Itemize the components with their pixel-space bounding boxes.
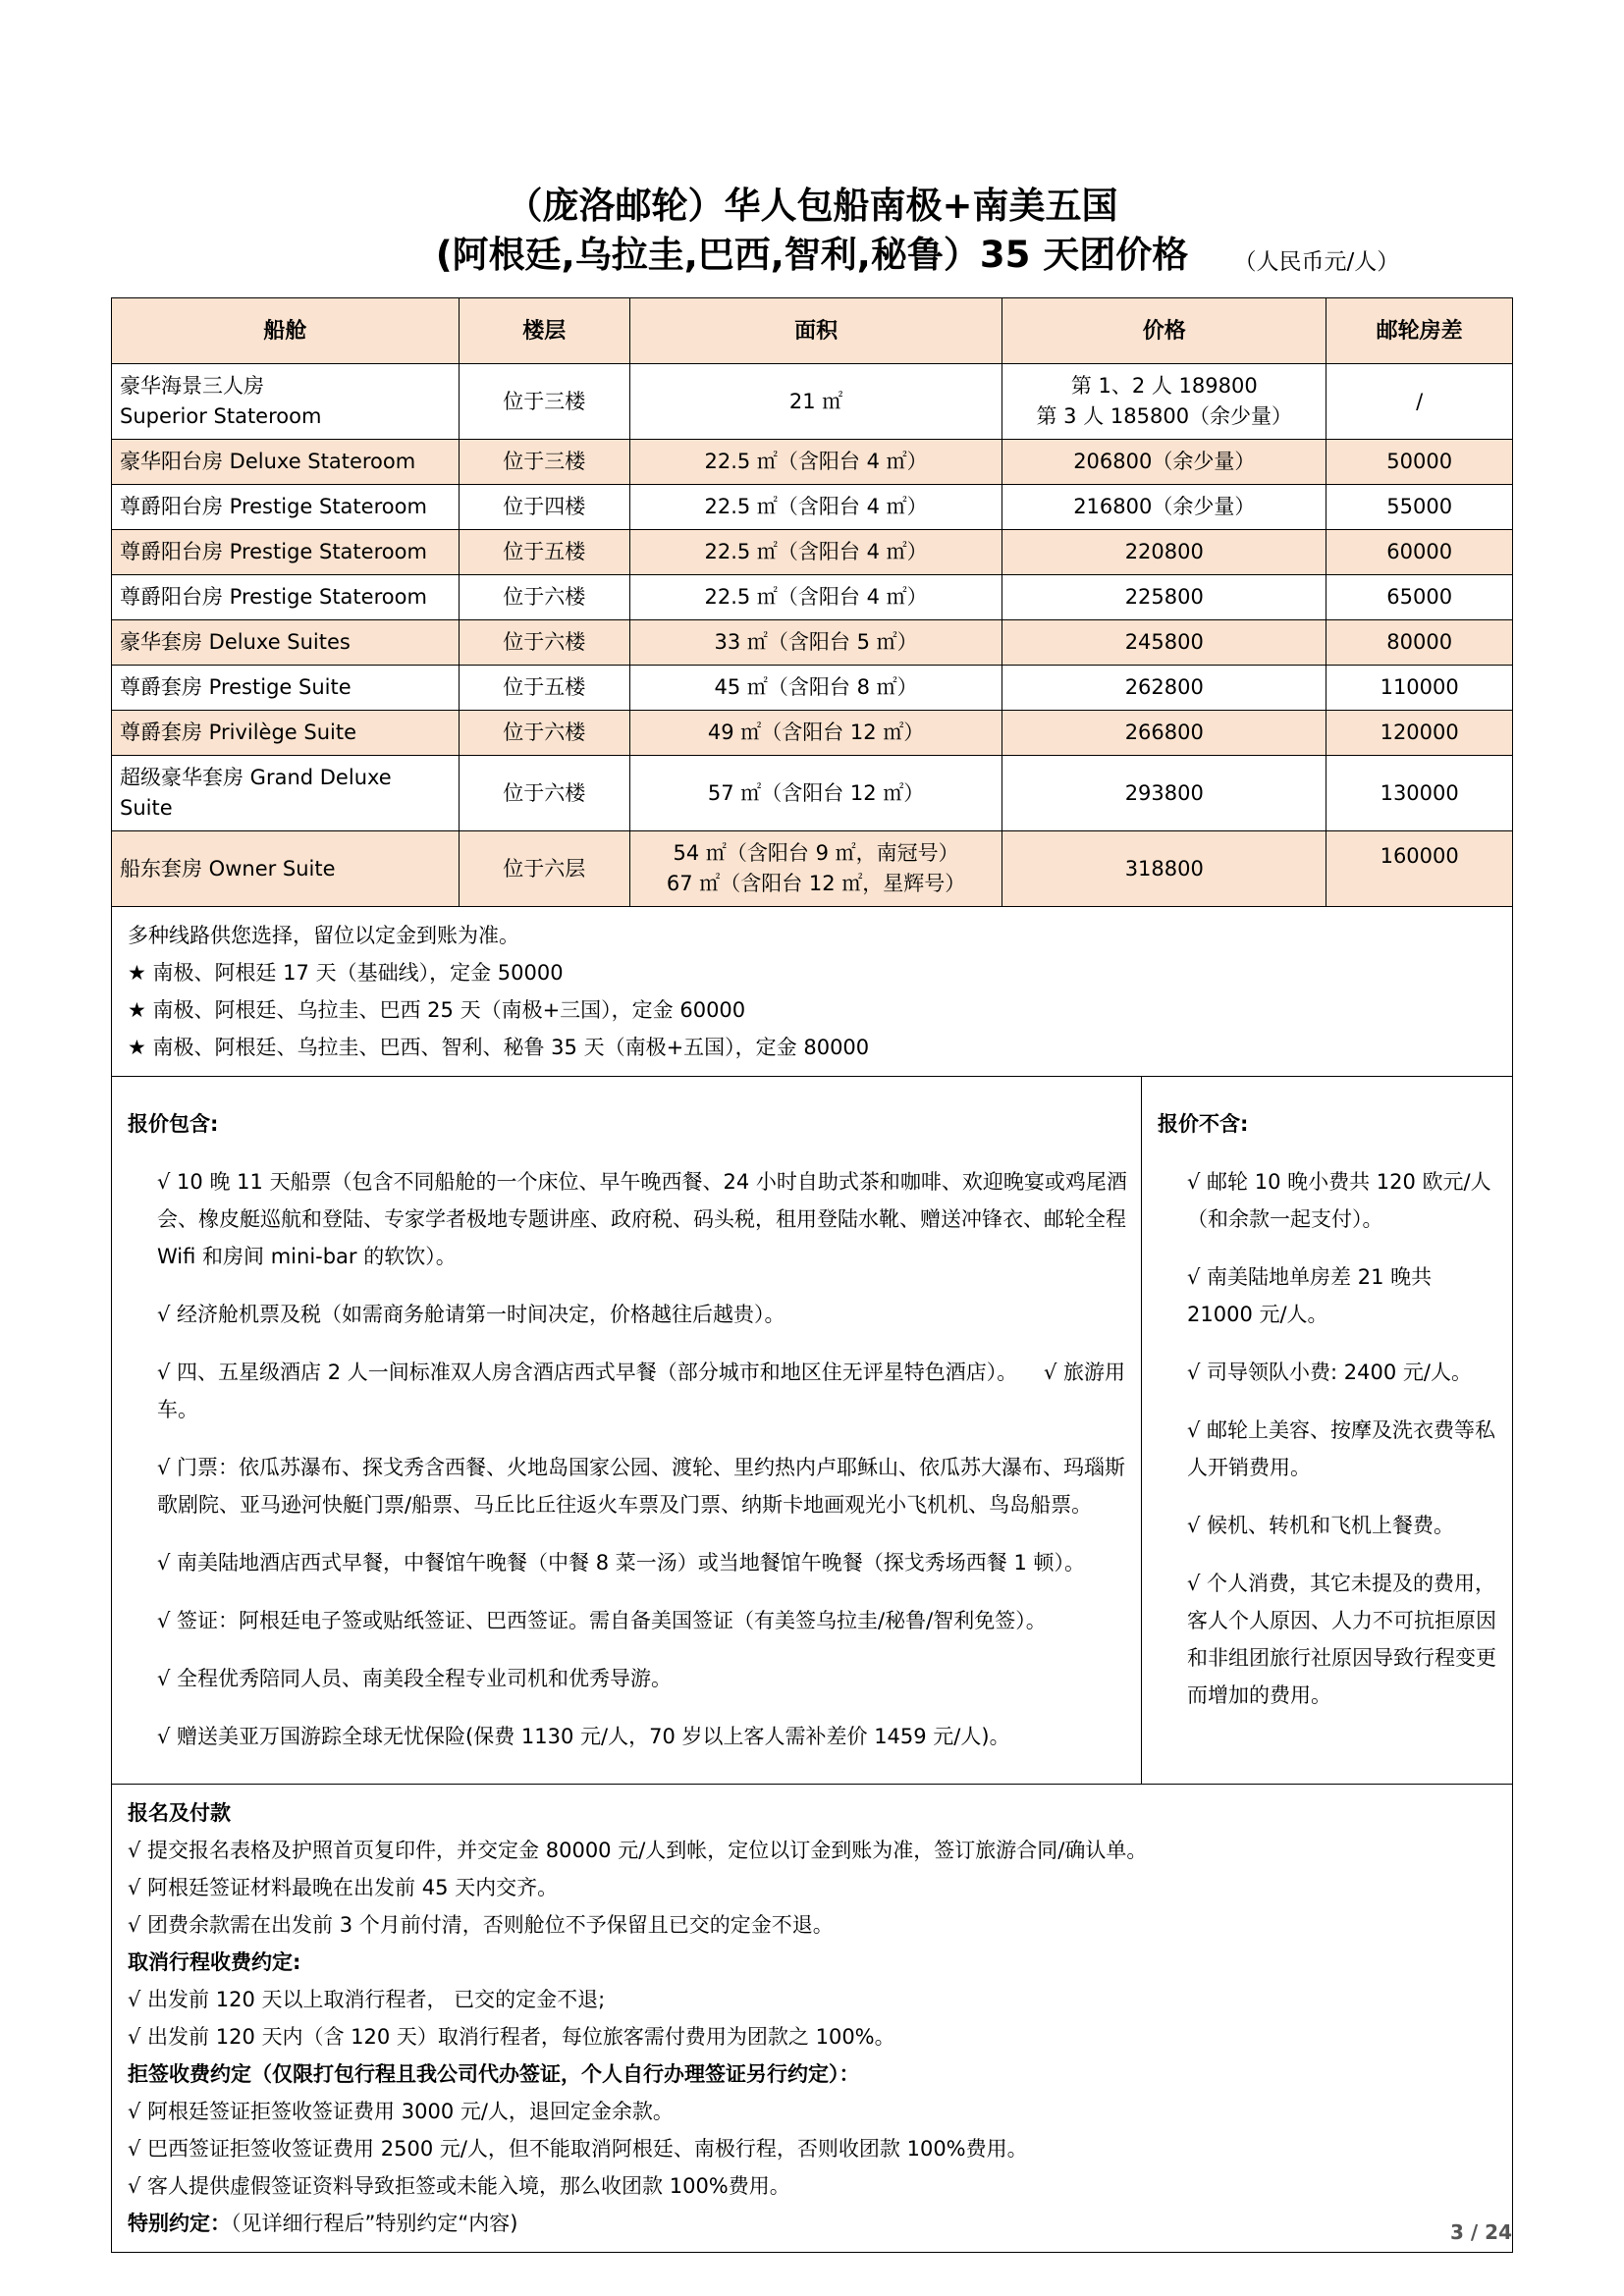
cell-diff: 55000 — [1326, 485, 1513, 530]
table-row — [112, 440, 1513, 485]
cell-cabin: 超级豪华套房 Grand Deluxe Suite — [112, 756, 460, 831]
cell-price: 216800（余少量） — [1002, 485, 1326, 530]
cell-floor: 位于三楼 — [459, 440, 629, 485]
notes-container — [111, 907, 1513, 2253]
routes-intro: 多种线路供您选择，留位以定金到账为准。 — [128, 924, 519, 947]
included-item: √ 10 晚 11 天船票（包含不同船舱的一个床位、早午晚西餐、24 小时自助式茶和咖啡、欢迎晚宴或鸡尾酒会、橡皮艇巡航和登陆、专家学者极地专题讲座、政府税、码头税，租用登陆水靴、赠送冲锋衣、邮轮全程 Wifi 和房间 mini-bar 的软饮）。 — [157, 1170, 1127, 1268]
refusal-item: √ 阿根廷签证拒签收签证费用 3000 元/人，退回定金余款。 — [128, 2100, 674, 2123]
cell-floor: 位于六楼 — [459, 711, 629, 756]
table-row — [112, 530, 1513, 575]
cell-area: 33 ㎡（含阳台 5 ㎡） — [629, 620, 1001, 666]
cell-area: 22.5 ㎡（含阳台 4 ㎡） — [629, 530, 1001, 575]
refusal-item: √ 客人提供虚假签证资料导致拒签或未能入境，那么收团款 100%费用。 — [128, 2174, 790, 2198]
table-row — [112, 666, 1513, 711]
page-number: 3 / 24 — [1450, 2220, 1512, 2244]
table-row — [112, 364, 1513, 440]
cancellation-item: √ 出发前 120 天以上取消行程者， 已交的定金不退; — [128, 1988, 606, 2011]
cell-cabin: 船东套房 Owner Suite — [112, 831, 460, 907]
cell-cabin: 尊爵阳台房 Prestige Stateroom — [112, 485, 460, 530]
area-line-1: 54 ㎡（含阳台 9 ㎡，南冠号） — [673, 841, 959, 865]
included-heading: 报价包含: — [128, 1112, 219, 1136]
included-item: √ 南美陆地酒店西式早餐，中餐馆午晚餐（中餐 8 菜一汤）或当地餐馆午晚餐（探戈秀场西餐 1 顿）。 — [157, 1551, 1085, 1575]
cell-diff: / — [1326, 364, 1513, 440]
cell-price: 293800 — [1002, 756, 1326, 831]
excluded-item: √ 南美陆地单房差 21 晚共 21000 元/人。 — [1187, 1265, 1433, 1326]
table-row — [112, 485, 1513, 530]
cell-diff: 110000 — [1326, 666, 1513, 711]
cell-area: 22.5 ㎡（含阳台 4 ㎡） — [629, 440, 1001, 485]
inclusions-exclusions-row — [112, 1077, 1512, 1785]
cell-price: 266800 — [1002, 711, 1326, 756]
header-area: 面积 — [629, 298, 1001, 364]
cell-cabin: 尊爵套房 Prestige Suite — [112, 666, 460, 711]
cell-cabin: 尊爵套房 Privilège Suite — [112, 711, 460, 756]
excluded-item: √ 司导领队小费: 2400 元/人。 — [1187, 1361, 1473, 1384]
cell-cabin: 豪华阳台房 Deluxe Stateroom — [112, 440, 460, 485]
cell-diff: 65000 — [1326, 575, 1513, 620]
table-header-row — [112, 298, 1513, 364]
registration-item: √ 团费余款需在出发前 3 个月前付清，否则舱位不予保留且已交的定金不退。 — [128, 1913, 834, 1937]
excluded-item: √ 邮轮上美容、按摩及洗衣费等私人开销费用。 — [1187, 1418, 1496, 1479]
included-item: √ 四、五星级酒店 2 人一间标准双人房含酒店西式早餐（部分城市和地区住无评星特色酒店）。 √ 旅游用车。 — [157, 1361, 1126, 1421]
cell-price: 245800 — [1002, 620, 1326, 666]
price-line-1: 第 1、2 人 189800 — [1070, 374, 1258, 398]
included-column — [112, 1077, 1142, 1784]
refusal-heading: 拒签收费约定（仅限打包行程且我公司代办签证，个人自行办理签证另行约定）： — [128, 2062, 860, 2086]
cancellation-heading: 取消行程收费约定: — [128, 1950, 301, 1974]
excluded-item: √ 候机、转机和飞机上餐费。 — [1187, 1514, 1455, 1537]
cell-cabin: 尊爵阳台房 Prestige Stateroom — [112, 530, 460, 575]
cell-cabin — [112, 364, 460, 440]
table-row — [112, 831, 1513, 907]
route-item: ★ 南极、阿根廷 17 天（基础线），定金 50000 — [128, 961, 564, 985]
price-line-2: 第 3 人 185800（余少量） — [1036, 404, 1293, 428]
policies-section — [112, 1785, 1512, 2252]
cell-floor: 位于五楼 — [459, 530, 629, 575]
table-row — [112, 711, 1513, 756]
excluded-item: √ 邮轮 10 晚小费共 120 欧元/人（和余款一起支付）。 — [1187, 1170, 1491, 1231]
cell-price: 220800 — [1002, 530, 1326, 575]
registration-heading: 报名及付款 — [128, 1801, 231, 1825]
cell-floor: 位于六层 — [459, 831, 629, 907]
cell-area: 21 ㎡ — [629, 364, 1001, 440]
header-floor: 楼层 — [459, 298, 629, 364]
cell-diff: 130000 — [1326, 756, 1513, 831]
title-line-1: （庞洛邮轮）华人包船南极+南美五国 — [506, 185, 1118, 227]
price-table — [111, 297, 1513, 907]
cell-floor: 位于五楼 — [459, 666, 629, 711]
cell-diff: 160000 — [1326, 831, 1513, 907]
cell-area: 22.5 ㎡（含阳台 4 ㎡） — [629, 575, 1001, 620]
cell-diff: 80000 — [1326, 620, 1513, 666]
route-item: ★ 南极、阿根廷、乌拉圭、巴西 25 天（南极+三国），定金 60000 — [128, 998, 746, 1022]
table-row — [112, 575, 1513, 620]
cell-price: 262800 — [1002, 666, 1326, 711]
cell-floor: 位于六楼 — [459, 620, 629, 666]
cell-price — [1002, 364, 1326, 440]
cell-diff: 60000 — [1326, 530, 1513, 575]
routes-section — [112, 907, 1512, 1077]
cell-area: 22.5 ㎡（含阳台 4 ㎡） — [629, 485, 1001, 530]
excluded-heading: 报价不含: — [1158, 1112, 1249, 1136]
cell-diff: 50000 — [1326, 440, 1513, 485]
cancellation-item: √ 出发前 120 天内（含 120 天）取消行程者，每位旅客需付费用为团款之 100%。 — [128, 2025, 895, 2049]
registration-item: √ 提交报名表格及护照首页复印件，并交定金 80000 元/人到帐，定位以订金到账为准，签订旅游合同/确认单。 — [128, 1839, 1148, 1862]
cell-area — [629, 831, 1001, 907]
cell-cabin: 尊爵阳台房 Prestige Stateroom — [112, 575, 460, 620]
special-heading: 特别约定： — [128, 2212, 231, 2235]
cell-cabin: 豪华套房 Deluxe Suites — [112, 620, 460, 666]
included-item: √ 门票：依瓜苏瀑布、探戈秀含西餐、火地岛国家公园、渡轮、里约热内卢耶稣山、依瓜苏大瀑布、玛瑙斯歌剧院、亚马逊河快艇门票/船票、马丘比丘往返火车票及门票、纳斯卡地画观光小飞机机、鸟岛船票。 — [157, 1456, 1126, 1517]
cell-area: 49 ㎡（含阳台 12 ㎡） — [629, 711, 1001, 756]
header-cabin: 船舱 — [112, 298, 460, 364]
refusal-item: √ 巴西签证拒签收签证费用 2500 元/人，但不能取消阿根廷、南极行程，否则收团款 100%费用。 — [128, 2137, 1028, 2161]
cell-price: 206800（余少量） — [1002, 440, 1326, 485]
included-item: √ 签证：阿根廷电子签或贴纸签证、巴西签证。需自备美国签证（有美签乌拉圭/秘鲁/智利免签）。 — [157, 1609, 1047, 1632]
cabin-name-en: Superior Stateroom — [120, 404, 322, 428]
included-item: √ 赠送美亚万国游踪全球无忧保险(保费 1130 元/人，70 岁以上客人需补差价 1459 元/人)。 — [157, 1725, 1010, 1748]
cabin-name-cn: 豪华海景三人房 — [120, 374, 264, 398]
title-line-2: (阿根廷,乌拉圭,巴西,智利,秘鲁）35 天团价格 — [435, 234, 1189, 276]
cell-floor: 位于三楼 — [459, 364, 629, 440]
cell-diff: 120000 — [1326, 711, 1513, 756]
included-item: √ 经济舱机票及税（如需商务舱请第一时间决定，价格越往后越贵）。 — [157, 1303, 785, 1326]
page-title — [0, 182, 1624, 280]
title-wrapper — [435, 182, 1400, 280]
special-text: （见详细行程后”特别约定“内容) — [231, 2212, 518, 2235]
cell-price: 318800 — [1002, 831, 1326, 907]
header-cruise-diff: 邮轮房差 — [1326, 298, 1513, 364]
registration-item: √ 阿根廷签证材料最晚在出发前 45 天内交齐。 — [128, 1876, 559, 1899]
area-line-2: 67 ㎡（含阳台 12 ㎡，星辉号） — [666, 872, 966, 895]
cell-floor: 位于四楼 — [459, 485, 629, 530]
cell-floor: 位于六楼 — [459, 756, 629, 831]
cell-price: 225800 — [1002, 575, 1326, 620]
included-item: √ 全程优秀陪同人员、南美段全程专业司机和优秀导游。 — [157, 1667, 673, 1690]
cell-area: 57 ㎡（含阳台 12 ㎡） — [629, 756, 1001, 831]
table-row — [112, 756, 1513, 831]
excluded-item: √ 个人消费，其它未提及的费用，客人个人原因、人力不可抗拒原因和非组团旅行社原因导致行程变更而增加的费用。 — [1187, 1572, 1496, 1707]
price-table-container — [111, 297, 1513, 907]
route-item: ★ 南极、阿根廷、乌拉圭、巴西、智利、秘鲁 35 天（南极+五国），定金 80000 — [128, 1036, 870, 1059]
cell-floor: 位于六楼 — [459, 575, 629, 620]
special-agreement-line — [128, 2205, 1496, 2242]
table-row — [112, 620, 1513, 666]
currency-note: （人民币元/人） — [1233, 249, 1400, 275]
cell-area: 45 ㎡（含阳台 8 ㎡） — [629, 666, 1001, 711]
excluded-column — [1142, 1077, 1512, 1784]
header-price: 价格 — [1002, 298, 1326, 364]
